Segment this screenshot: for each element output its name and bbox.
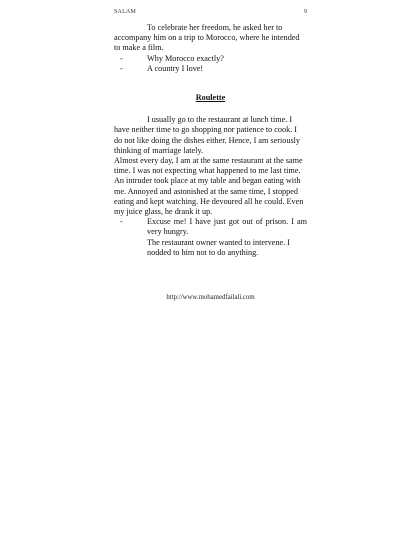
dialogue-dash: -	[120, 217, 123, 227]
dialogue-dash: -	[120, 63, 123, 73]
section-gap	[114, 74, 307, 93]
page-header	[114, 7, 307, 17]
dialogue-line-1	[114, 54, 307, 64]
website-url: http://www.mohamedfailali.com	[166, 294, 255, 301]
dialogue-line-2	[114, 64, 307, 74]
story-paragraph-1: I usually go to the restaurant at lunch time. I have neither time to go shopping nor patience to cook. I do not like doing the dishes either. Hence, I am seriously thinking of marriage lately.	[114, 115, 300, 155]
dialogue-text: Excuse me! I have just got out of prison. I am very hungry.	[147, 217, 307, 237]
dialogue-dash: -	[120, 53, 123, 63]
dialogue-line-3	[114, 217, 307, 237]
intro-paragraph: To celebrate her freedom, he asked her to accompany him on a trip to Morocco, where he intended to make a film.	[114, 23, 300, 53]
story-paragraph-2: Almost every day, I am at the same restaurant at the same time. I was not expecting what happened to me last time. An intruder took place at my table and began eating with me. Annoyed and astonished at the same time, I stopped eating and kept watching. He devoured all he could. Even my juice glass, he drank it up.	[114, 156, 304, 217]
section-title: Roulette	[195, 93, 226, 103]
dialogue-text: Why Morocco exactly?	[147, 53, 224, 63]
dialogue-text: A country I love!	[147, 63, 204, 73]
running-title: SALAM	[114, 9, 137, 15]
title-gap	[114, 103, 307, 115]
page-body	[114, 23, 307, 258]
story-paragraph-3: The restaurant owner wanted to intervene. I nodded to him not to do anything.	[147, 237, 290, 257]
page-number: 9	[304, 9, 307, 15]
